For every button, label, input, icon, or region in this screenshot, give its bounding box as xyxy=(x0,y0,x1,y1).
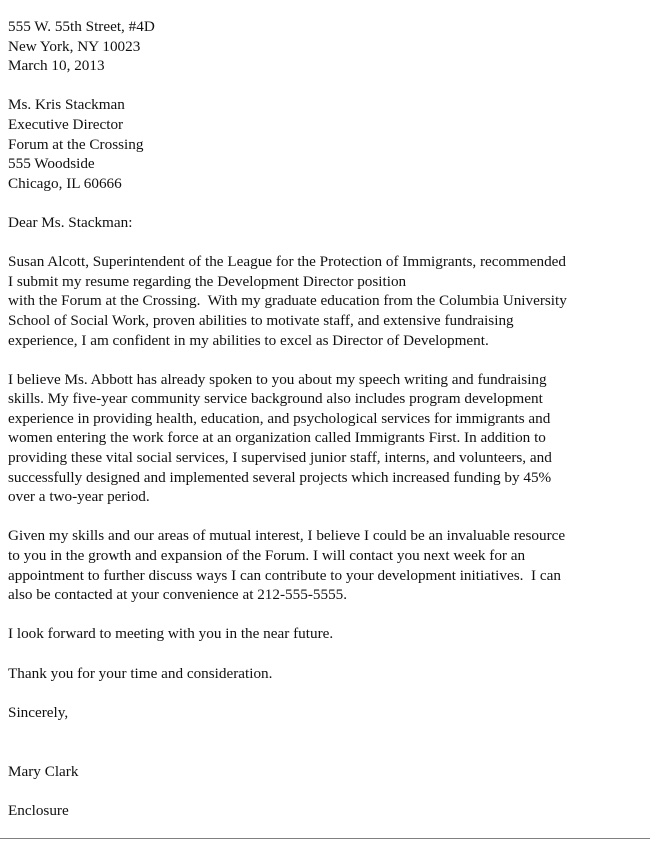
salutation-block xyxy=(8,213,648,233)
closing-line: Sincerely, xyxy=(8,703,69,721)
paragraph-line: School of Social Work, proven abilities to motivate staff, and extensive fundraising xyxy=(8,311,514,329)
sender-address-line: 555 W. 55th Street, #4D xyxy=(8,18,155,35)
paragraph-line: I submit my resume regarding the Development Director position xyxy=(8,272,407,290)
closing-block xyxy=(8,703,648,723)
recipient-title-line: Executive Director xyxy=(8,115,124,133)
paragraph-line: women entering the work force at an organization called Immigrants First. In addition to xyxy=(8,429,546,447)
signature-name: Mary Clark xyxy=(8,762,79,780)
paragraph-line: skills. My five-year community service background also includes program development xyxy=(8,390,543,408)
recipient-street-line: 555 Woodside xyxy=(8,155,95,173)
spacer xyxy=(8,76,648,96)
paragraph-line: Given my skills and our areas of mutual interest, I believe I could be an invaluable resource xyxy=(8,527,566,545)
sender-date-line: March 10, 2013 xyxy=(8,57,105,75)
body-paragraph-4 xyxy=(8,624,648,644)
spacer xyxy=(8,605,648,625)
spacer xyxy=(8,781,648,801)
sender-address-line: New York, NY 10023 xyxy=(8,37,141,55)
enclosure-note: Enclosure xyxy=(8,801,69,819)
paragraph-line: providing these vital social services, I supervised junior staff, interns, and volunteers, and xyxy=(8,449,552,467)
salutation-line: Dear Ms. Stackman: xyxy=(8,213,133,231)
spacer xyxy=(8,507,648,527)
spacer xyxy=(8,644,648,664)
spacer xyxy=(8,683,648,703)
signature-name-block xyxy=(8,762,648,782)
paragraph-line: Susan Alcott, Superintendent of the League for the Protection of Immigrants, recommended xyxy=(8,253,566,271)
body-paragraph-1 xyxy=(8,252,648,350)
paragraph-line: also be contacted at your convenience at 212-555-5555. xyxy=(8,586,348,604)
paragraph-line: I believe Ms. Abbott has already spoken to you about my speech writing and fundraising xyxy=(8,370,547,388)
recipient-name-line: Ms. Kris Stackman xyxy=(8,96,125,114)
letter-content xyxy=(8,17,648,820)
sender-address-block xyxy=(8,17,648,76)
body-paragraph-2 xyxy=(8,370,648,507)
paragraph-line: successfully designed and implemented several projects which increased funding by 45% xyxy=(8,468,552,486)
spacer xyxy=(8,193,648,213)
paragraph-line: I look forward to meeting with you in the near future. xyxy=(8,625,334,643)
paragraph-line: experience, I am confident in my abilities to excel as Director of Development. xyxy=(8,331,489,349)
paragraph-line: with the Forum at the Crossing. With my graduate education from the Columbia University xyxy=(8,292,567,310)
body-paragraph-3 xyxy=(8,526,648,604)
enclosure-block xyxy=(8,801,648,821)
paragraph-line: appointment to further discuss ways I can contribute to your development initiatives. I can xyxy=(8,566,561,584)
paragraph-line: to you in the growth and expansion of the Forum. I will contact you next week for an xyxy=(8,547,526,565)
spacer xyxy=(8,233,648,253)
paragraph-line: experience in providing health, education, and psychological services for immigrants and xyxy=(8,409,551,427)
recipient-organization-line: Forum at the Crossing xyxy=(8,135,144,153)
recipient-city-line: Chicago, IL 60666 xyxy=(8,174,122,192)
recipient-address-block xyxy=(8,95,648,193)
signature-space xyxy=(8,722,648,761)
page-bottom-rule xyxy=(0,838,650,839)
spacer xyxy=(8,350,648,370)
paragraph-line: over a two-year period. xyxy=(8,488,150,506)
body-paragraph-5 xyxy=(8,664,648,684)
paragraph-line: Thank you for your time and consideration. xyxy=(8,664,273,682)
